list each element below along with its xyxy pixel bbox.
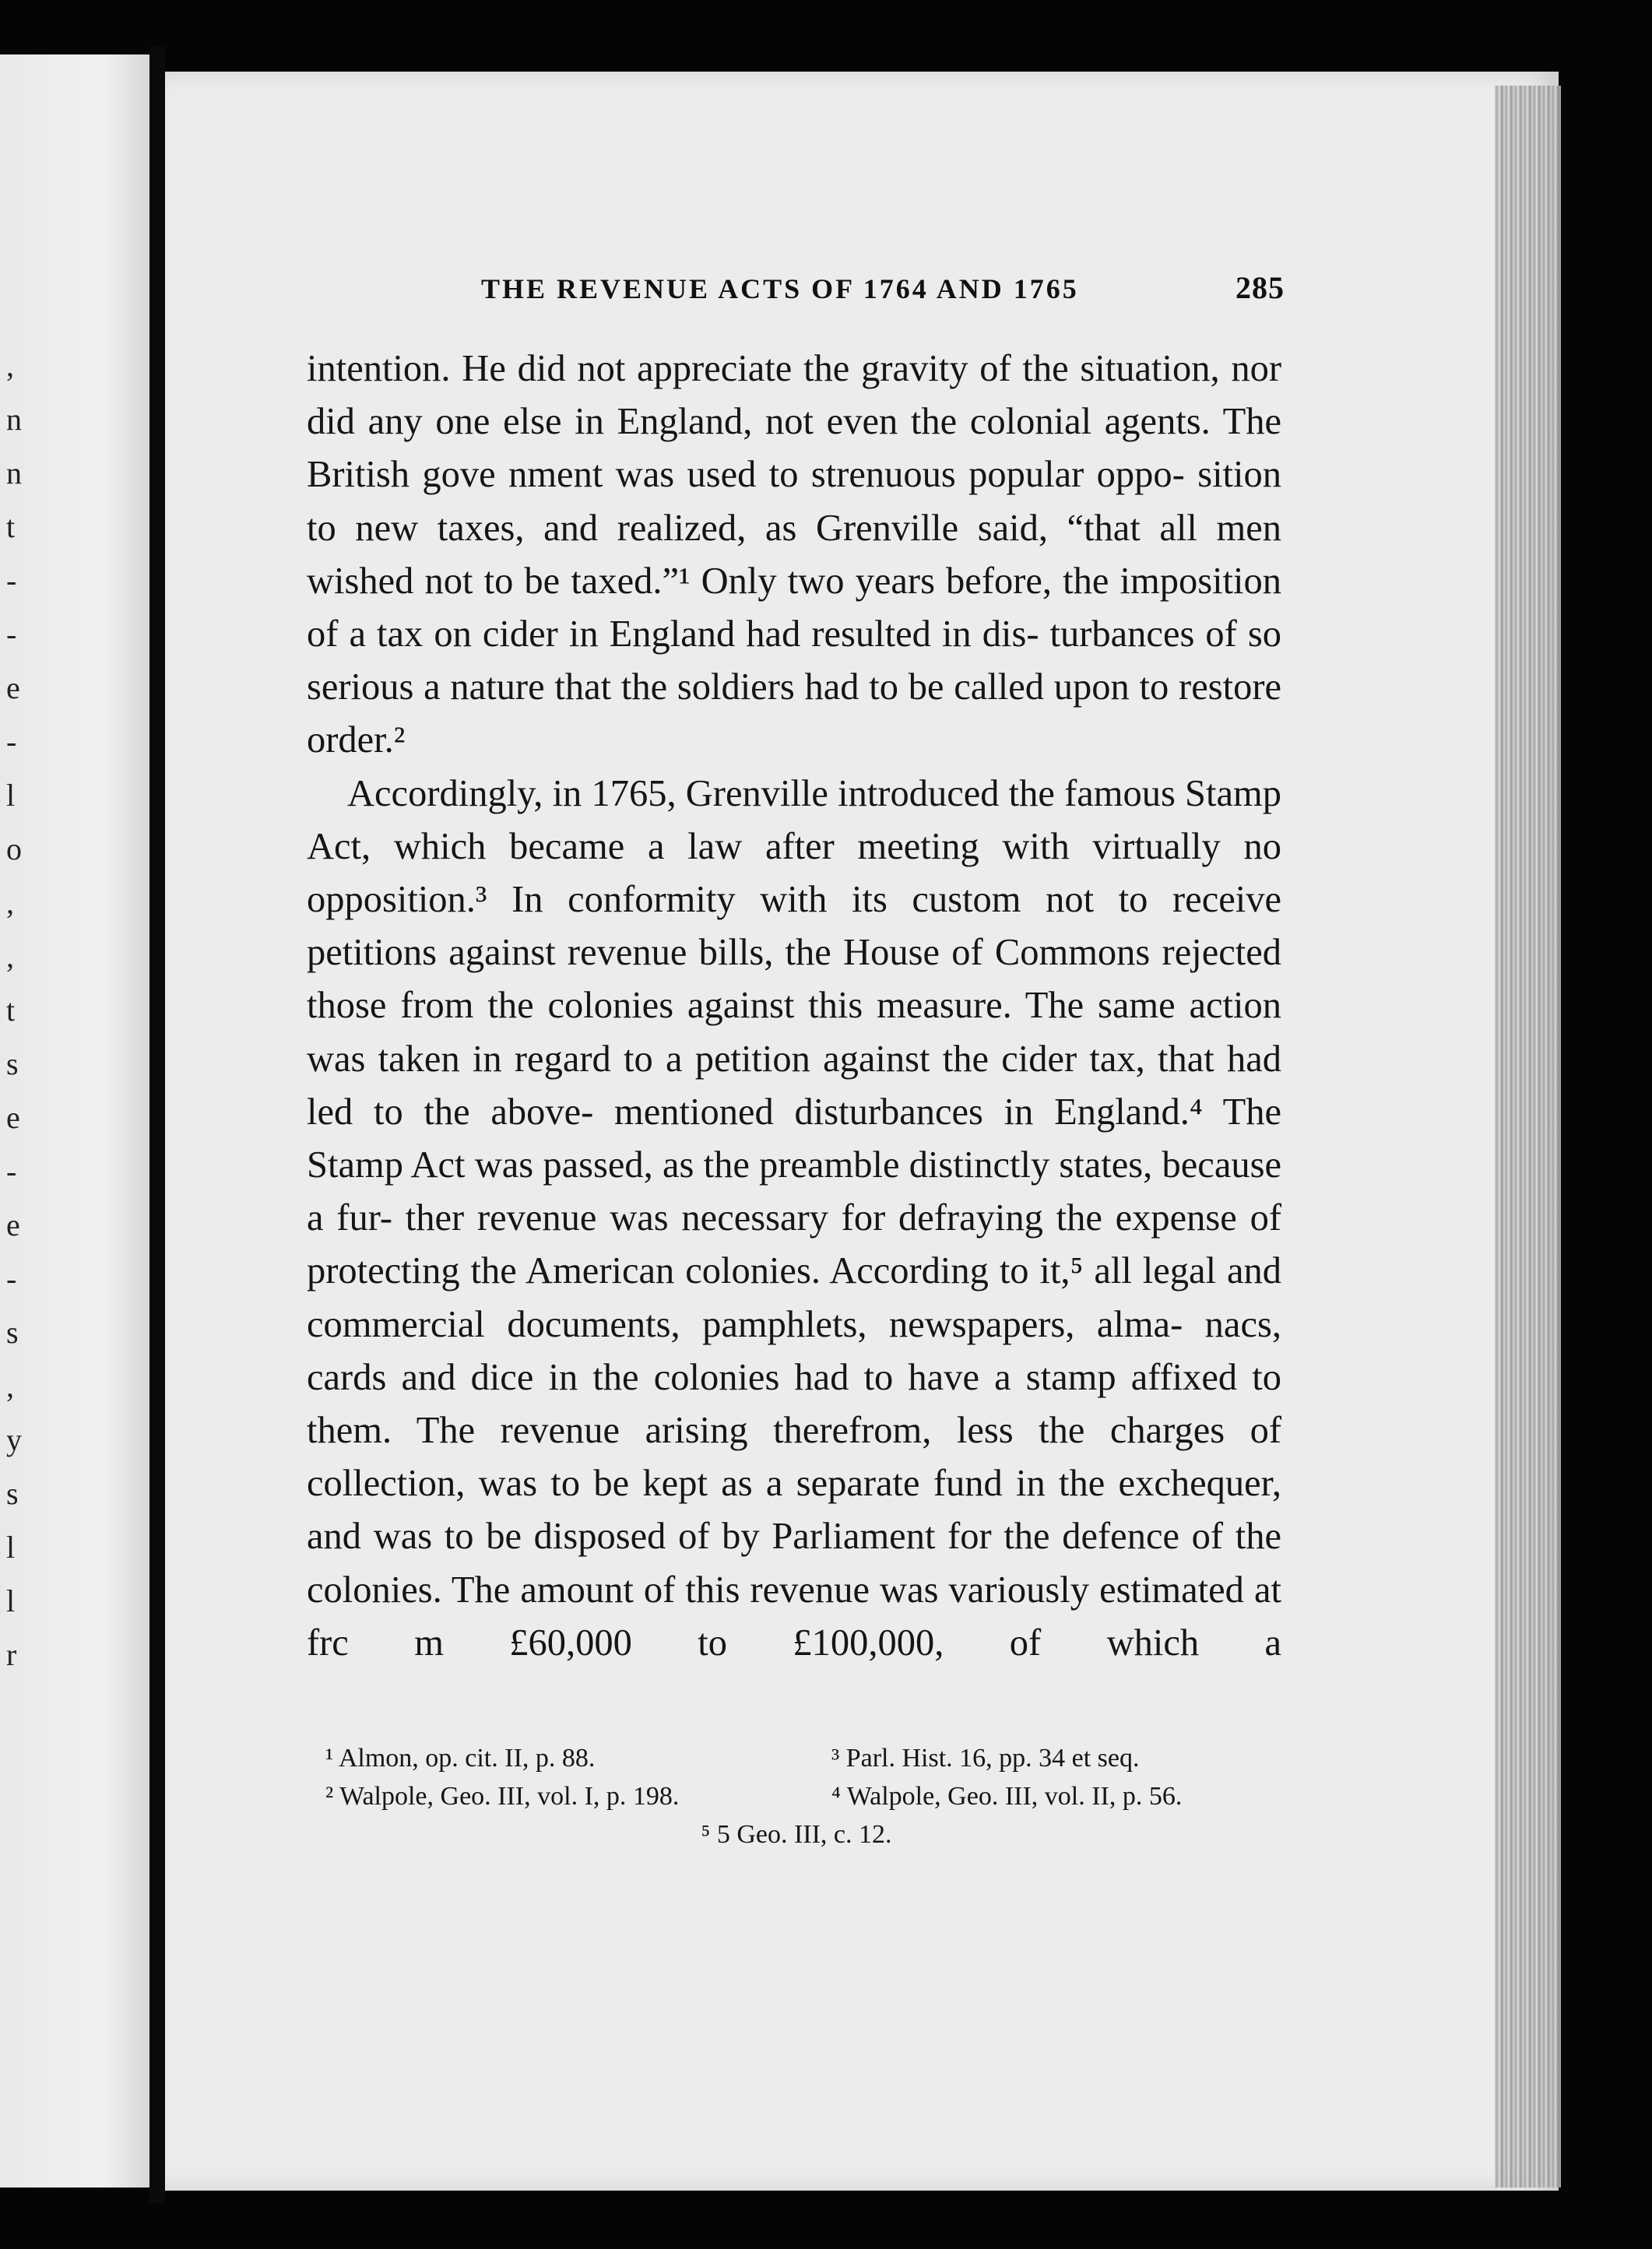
footnote-4: ⁴ Walpole, Geo. III, vol. II, p. 56.: [831, 1782, 1183, 1811]
page-header: [481, 269, 1285, 316]
footnote-3: ³ Parl. Hist. 16, pp. 34 et seq.: [831, 1744, 1140, 1773]
footnote-row: [325, 1820, 1267, 1858]
previous-page-glyph: s: [6, 1315, 19, 1350]
previous-page-glyph: r: [6, 1637, 17, 1672]
previous-page-glyph: l: [6, 1583, 16, 1618]
footnote-row: [325, 1744, 1267, 1782]
previous-page-glyph: l: [6, 1530, 16, 1565]
footnote-1: ¹ Almon, op. cit. II, p. 88.: [325, 1744, 596, 1773]
previous-page-glyph: n: [6, 455, 22, 490]
footnote-2: ² Walpole, Geo. III, vol. I, p. 198.: [325, 1782, 680, 1811]
previous-page-glyph: e: [6, 1100, 20, 1135]
footnote-5: ⁵ 5 Geo. III, c. 12.: [701, 1820, 892, 1849]
previous-page-glyph: -: [6, 1154, 17, 1189]
previous-page-glyph: -: [6, 724, 17, 759]
previous-page-glyph: -: [6, 563, 17, 598]
previous-page-glyph: e: [6, 670, 20, 705]
previous-page-glyph: s: [6, 1046, 19, 1081]
footnotes: [325, 1744, 1267, 1858]
book-gutter: [149, 47, 165, 2203]
paragraph-1: intention. He did not appreciate the gravity of the situation, nor did any one else in England, not even the colonial agents. The British gove nment was used to strenuous popular oppo- sition to new taxes, and realized, as Grenville said, “that all men wished not to be taxed.”¹ Only two years before, the imposition of a tax on cider in England had resulted in dis- turbances of so serious a nature that the soldiers had to be called upon to restore order.²: [307, 348, 1281, 761]
previous-page: [0, 54, 149, 2188]
footnote-row: [325, 1782, 1267, 1820]
previous-page-glyph: ,: [6, 885, 14, 920]
previous-page-glyph: n: [6, 402, 22, 437]
previous-page-glyph: y: [6, 1422, 22, 1457]
previous-page-glyph: t: [6, 509, 16, 544]
previous-page-glyph: s: [6, 1476, 19, 1511]
paragraph-2: Accordingly, in 1765, Grenville introduced the famous Stamp Act, which became a law after meeting with virtually no opposition.³ In conformity with its custom not to receive petitions against revenue bills, the House of Commons rejected those from the colonies against this measure. The same action was taken in regard to a petition against the cider tax, that had led to the above- mentioned disturbances in England.⁴ The Stamp Act was passed, as the preamble distinctly states, because a fur- ther revenue was necessary for defraying the expense of protecting the American colonies. According to it,⁵ all legal and commercial documents, pamphlets, newspapers, alma- nacs, cards and dice in the colonies had to have a stamp affixed to them. The revenue arising therefrom, less the charges of collection, was to be kept as a separate fund in the exchequer, and was to be disposed of by Parliament for the defence of the colonies. The amount of this revenue was variously estimated at frc m £60,000 to £100,000, of which a: [307, 772, 1281, 1664]
previous-page-fragments: [6, 54, 37, 2188]
body-text: [307, 343, 1281, 1670]
previous-page-glyph: ,: [6, 348, 14, 383]
previous-page-glyph: ,: [6, 939, 14, 974]
previous-page-glyph: e: [6, 1207, 20, 1242]
previous-page-glyph: ,: [6, 1369, 14, 1404]
running-head: THE REVENUE ACTS OF 1764 AND 1765: [481, 273, 1079, 304]
previous-page-glyph: o: [6, 831, 22, 866]
previous-page-glyph: l: [6, 778, 16, 813]
page-number: 285: [1235, 270, 1285, 305]
page-edge: [1495, 86, 1561, 2188]
previous-page-glyph: t: [6, 993, 16, 1028]
previous-page-glyph: -: [6, 617, 17, 652]
previous-page-glyph: -: [6, 1261, 17, 1296]
